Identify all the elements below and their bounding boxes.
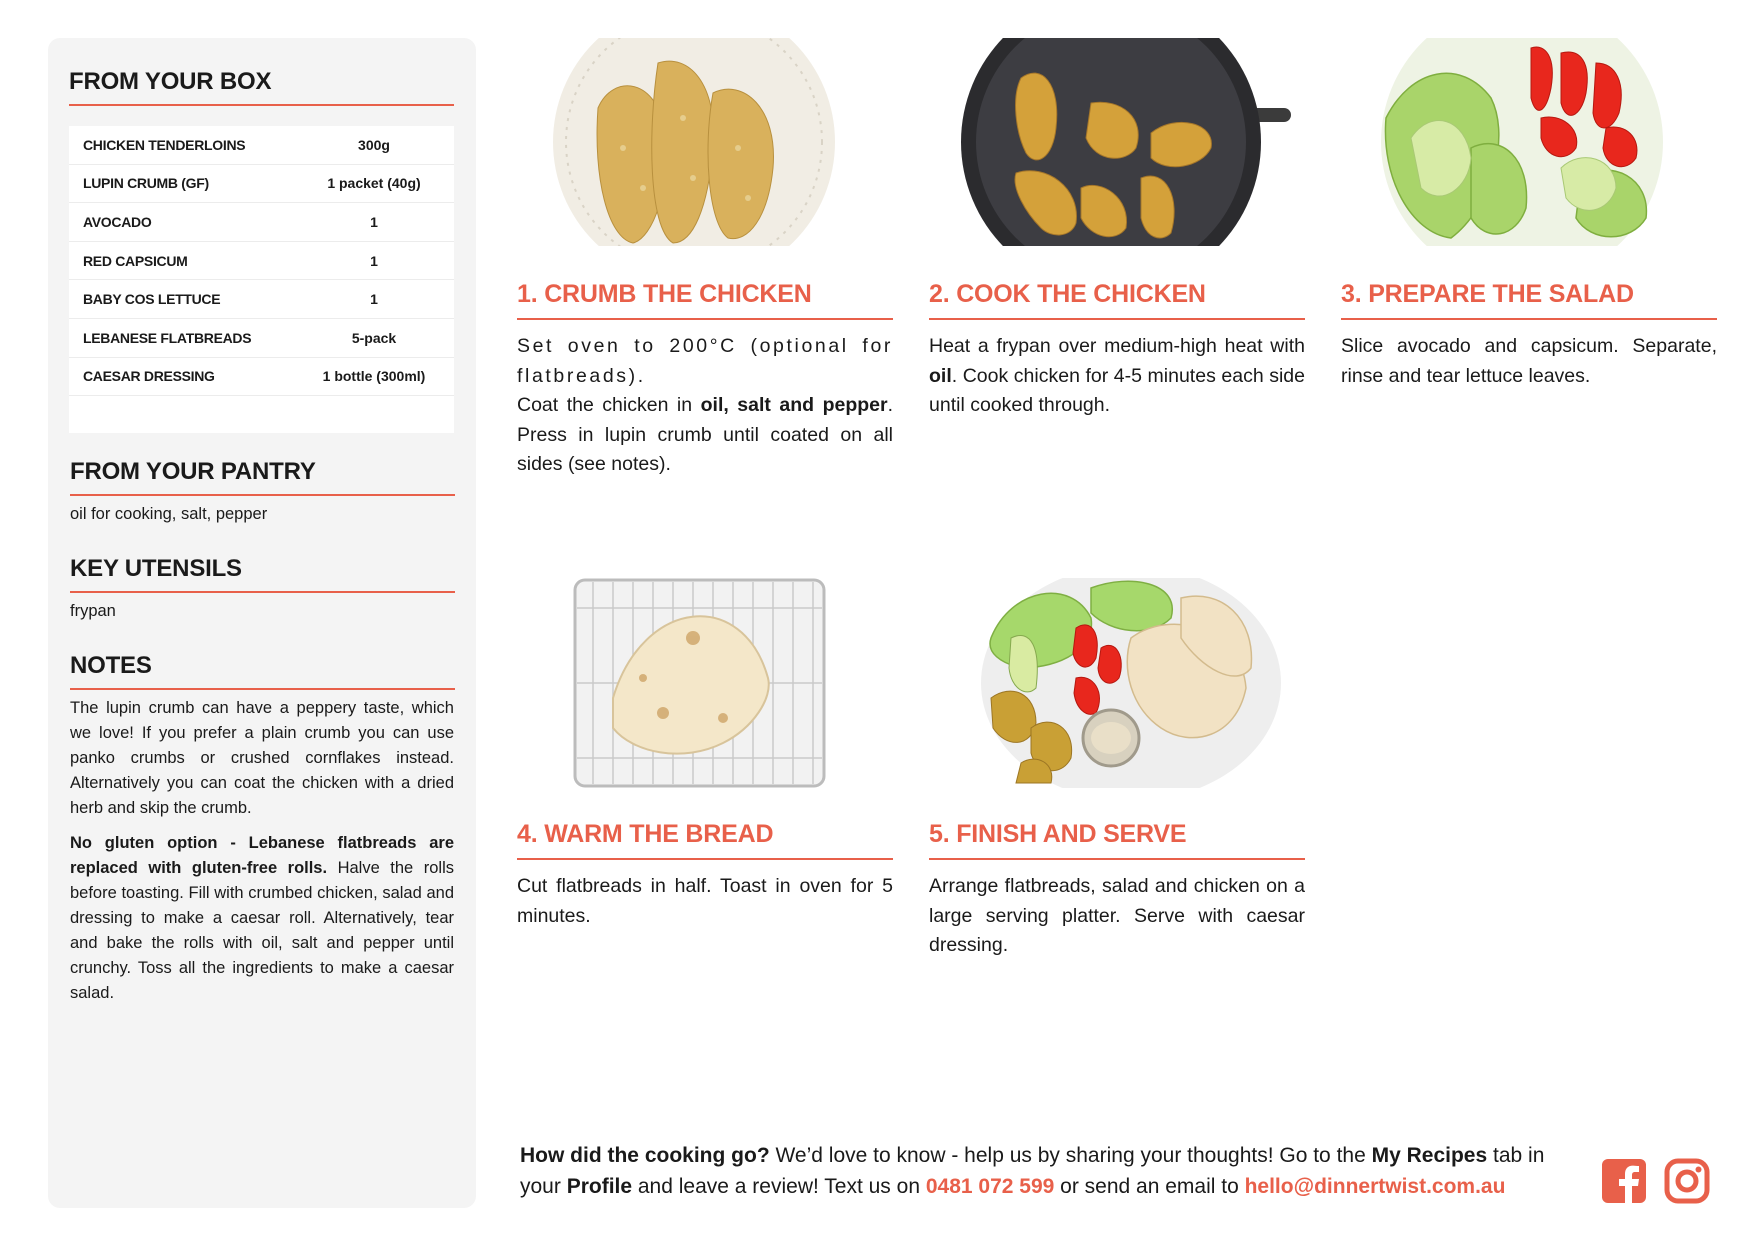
step-5-title: 5. FINISH AND SERVE — [929, 820, 1187, 848]
step-1-line1: Set oven to 200°C (optional for flatbreads). — [517, 335, 893, 387]
footer-text: or send an email to — [1054, 1175, 1245, 1198]
ingredient-qty: 1 — [370, 213, 378, 230]
step-2 — [929, 38, 1305, 508]
instagram-icon[interactable] — [1664, 1158, 1710, 1204]
step-rule — [517, 858, 893, 860]
table-row — [69, 242, 454, 281]
notes-paragraph: The lupin crumb can have a peppery taste, which we love! If you prefer a plain crumb you can use panko crumbs or crushed cornflakes instead. Alternatively you can coat the chicken with a dried herb and skip the crumb. — [70, 699, 454, 817]
notes-body — [70, 696, 454, 1016]
ingredient-name: CAESAR DRESSING — [83, 368, 215, 385]
step-5-body: Arrange flatbreads, salad and chicken on a large serving platter. Serve with caesar dressing. — [929, 875, 1305, 956]
step-1-title: 1. CRUMB THE CHICKEN — [517, 280, 812, 308]
step-2-title: 2. COOK THE CHICKEN — [929, 280, 1206, 308]
ingredient-qty: 1 — [370, 291, 378, 308]
step-2-body — [929, 332, 1305, 421]
step-text: Coat the chicken in — [517, 394, 701, 416]
ingredient-qty: 1 bottle (300ml) — [322, 368, 426, 385]
ingredient-qty: 1 — [370, 252, 378, 269]
gluten-option-text: Halve the rolls before toasting. Fill with crumbed chicken, salad and dressing to make a caesar roll. Alternatively, tear and bake the rolls with oil, salt and pepper until crunchy. Toss all the ingredients to make a caesar salad. — [70, 859, 454, 1002]
step-rule — [929, 318, 1305, 320]
pantry-text: oil for cooking, salt, pepper — [70, 505, 268, 523]
footer-text: and leave a review! Text us on — [632, 1175, 926, 1198]
step-4-body: Cut flatbreads in half. Toast in oven for 5 minutes. — [517, 875, 893, 927]
step-text: . Cook chicken for 4-5 minutes each side until cooked through. — [929, 364, 1305, 416]
table-row — [69, 280, 454, 319]
step-bold: oil — [929, 364, 952, 387]
step-4-title: 4. WARM THE BREAD — [517, 820, 774, 848]
step-5-image — [981, 578, 1281, 788]
table-row — [69, 203, 454, 242]
ingredient-qty: 300g — [358, 136, 390, 153]
ingredient-name: AVOCADO — [83, 213, 152, 230]
step-3-title: 3. PREPARE THE SALAD — [1341, 280, 1634, 308]
feedback-footer — [520, 1140, 1580, 1202]
box-ingredients-table — [69, 126, 454, 433]
gluten-option-bold: No gluten option - Lebanese flatbreads are replaced with gluten-free rolls. — [70, 834, 454, 877]
ingredient-name: LEBANESE FLATBREADS — [83, 329, 252, 346]
from-your-pantry-heading: FROM YOUR PANTRY — [70, 458, 316, 485]
ingredient-name: RED CAPSICUM — [83, 252, 188, 269]
step-rule — [929, 858, 1305, 860]
step-1-body — [517, 332, 893, 480]
step-text: . Press in lupin crumb until coated on all sides (see notes). — [517, 394, 894, 475]
ingredient-name: BABY COS LETTUCE — [83, 291, 221, 308]
step-3-image — [1381, 38, 1663, 246]
step-rule — [517, 318, 893, 320]
key-utensils-heading: KEY UTENSILS — [70, 555, 242, 582]
step-bold: oil, salt and pepper — [700, 394, 888, 416]
ingredient-name: CHICKEN TENDERLOINS — [83, 136, 246, 153]
profile-link[interactable]: Profile — [566, 1175, 633, 1198]
table-row — [69, 165, 454, 204]
ingredient-name: LUPIN CRUMB (GF) — [83, 175, 209, 192]
my-recipes-link[interactable]: My Recipes — [1371, 1144, 1488, 1167]
step-4 — [517, 578, 893, 998]
table-row — [69, 319, 454, 358]
heading-rule — [70, 591, 455, 593]
footer-question: How did the cooking go? — [520, 1144, 770, 1167]
ingredients-sidebar — [48, 38, 476, 1208]
step-2-image — [961, 38, 1291, 246]
step-1-image — [553, 38, 835, 246]
step-5 — [929, 578, 1305, 998]
table-row — [69, 126, 454, 165]
notes-paragraph — [70, 831, 454, 1006]
heading-rule — [70, 688, 455, 690]
step-1-line2 — [517, 391, 893, 480]
heading-rule — [70, 494, 455, 496]
facebook-icon[interactable] — [1601, 1158, 1647, 1204]
step-3 — [1341, 38, 1717, 508]
step-text: Heat a frypan over medium-high heat with — [929, 335, 1305, 357]
step-3-body: Slice avocado and capsicum. Separate, rinse and tear lettuce leaves. — [1341, 335, 1717, 387]
footer-text: We’d love to know - help us by sharing your thoughts! Go to the — [769, 1144, 1372, 1167]
step-1 — [517, 38, 893, 508]
utensils-text: frypan — [70, 602, 116, 620]
footer-text: tab in your — [520, 1144, 1545, 1198]
ingredient-qty: 1 packet (40g) — [327, 175, 421, 192]
step-4-image — [573, 578, 826, 788]
table-row — [69, 358, 454, 397]
phone-link[interactable]: 0481 072 599 — [925, 1175, 1055, 1198]
ingredient-qty: 5-pack — [351, 329, 397, 346]
email-link[interactable]: hello@dinnertwist.com.au — [1244, 1175, 1506, 1198]
step-rule — [1341, 318, 1717, 320]
notes-heading: NOTES — [70, 652, 152, 679]
heading-rule — [69, 104, 454, 106]
from-your-box-heading: FROM YOUR BOX — [69, 68, 272, 95]
